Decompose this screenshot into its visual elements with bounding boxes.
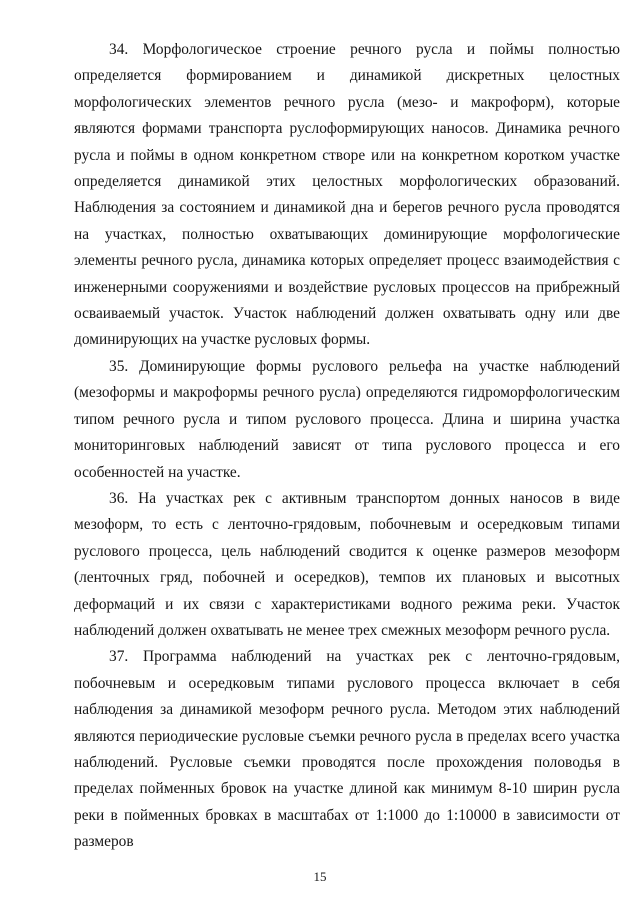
paragraph-36: 36. На участках рек с активным транспортом донных наносов в виде мезоформ, то есть с ленточно-грядовым, побочневым и осередковым типами руслового процесса, цель наблюдений сводится к оценке размеров мезоформ (ленточных гряд, побочней и осередков), темпов их плановых и высотных деформаций и их связи с характеристиками водного режима реки. Участок наблюдений должен охватывать не менее трех смежных мезоформ речного русла. [74,489,620,639]
body-text [74,37,620,856]
page-number: 15 [313,869,327,884]
paragraph-37: 37. Программа наблюдений на участках рек с ленточно-грядовым, побочневым и осередковым типами руслового процесса включает в себя наблюдения за динамикой мезоформ речного русла. Методом этих наблюдений являются периодические русловые съемки речного русла в пределах всего участка наблюдений. Русловые съемки проводятся после прохождения половодья в пределах пойменных бровок на участке длиной как минимум 8-10 ширин русла реки в пойменных бровках в масштабах от 1:1000 до 1:10000 в зависимости от размеров [74,648,620,851]
paragraph-34: 34. Морфологическое строение речного русла и поймы полностью определяется формированием и динамикой дискретных целостных морфологических элементов речного русла (мезо- и макроформ), которые являются формами транспорта руслоформирующих наносов. Динамика речного русла и поймы в одном конкретном створе или на конкретном коротком участке определяется динамикой этих целостных морфологических образований. Наблюдения за состоянием и динамикой дна и берегов речного русла проводятся на участках, полностью охватывающих доминирующие морфологические элементы речного русла, динамика которых определяет процесс взаимодействия с инженерными сооружениями и воздействие русловых процессов на прибрежный осваиваемый участок. Участок наблюдений должен охватывать одну или две доминирующих на участке русловых формы. [74,41,620,349]
paragraph-35: 35. Доминирующие формы руслового рельефа на участке наблюдений (мезоформы и макроформы речного русла) определяются гидроморфологическим типом речного русла и типом руслового процесса. Длина и ширина участка мониторинговых наблюдений зависят от типа руслового процесса и его особенностей на участке. [74,357,620,481]
